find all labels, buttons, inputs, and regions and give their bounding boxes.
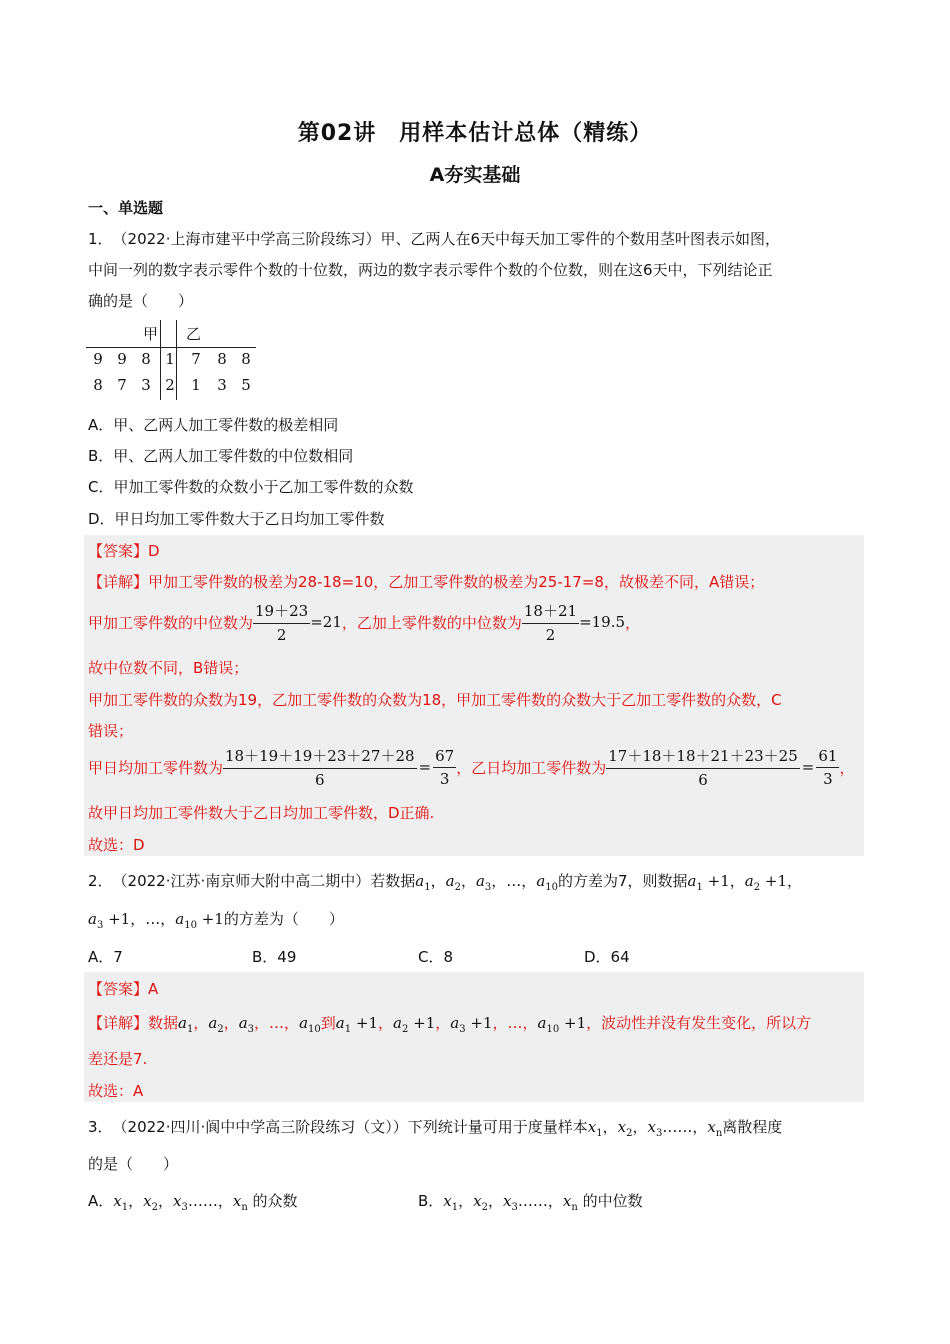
q2-option-a: A．7 [88, 948, 123, 966]
var-a10-plus-1: $a_{10} +1$ [537, 1014, 587, 1035]
stemleaf-cell: 8 [241, 350, 251, 368]
q1-detail-4: 甲加工零件数的众数为19，乙加工零件数的众数为18，甲加工零件数的众数大于乙加工零件数的众数，C [88, 691, 782, 709]
q1-detail-2-text-c: ， [625, 613, 641, 632]
var-a1-plus-1: $a_1 +1$ [335, 1014, 378, 1035]
var-x1: $x_1$ [587, 1118, 603, 1139]
stemleaf-stem: 2 [165, 376, 175, 394]
q3-option-b: B．$x_1$，$x_2$，$x_3\dots\dots$，$x_n$ 的中位数 [418, 1192, 643, 1213]
fraction-numerator: 18＋21 [522, 600, 579, 624]
fraction-denominator: 3 [439, 769, 450, 788]
q1-detail-6-text-b: ，乙日均加工零件数为 [456, 758, 607, 777]
fraction-numerator: 67 [433, 747, 456, 768]
q1-answer: 【答案】D [88, 542, 160, 560]
fraction-numerator: 19＋23 [253, 600, 310, 624]
q1-option-c: C．甲加工零件数的众数小于乙加工零件数的众数 [88, 478, 414, 496]
fraction-denominator: 2 [276, 626, 287, 644]
stemleaf-cell: 9 [117, 350, 127, 368]
var-a3-plus-1: $a_3 +1$ [88, 910, 131, 931]
var-xn: $x_n$ [562, 1192, 578, 1213]
stemleaf-right-header: 乙 [186, 324, 202, 343]
q3-stem-line-2: 的是（ ） [88, 1155, 179, 1173]
stemleaf-divider-right [176, 320, 177, 400]
stemleaf-cell: 3 [141, 376, 151, 394]
var-x3: $x_3$ [172, 1192, 188, 1213]
var-a10: $a_{10}$ [536, 872, 558, 893]
mean-result-yi [816, 747, 839, 788]
q2-stem-line-1: 2． （2022·江苏·南京师大附中高二期中）若数据$a_1$，$a_2$，$a_3$，…，$a_{10}$的方差为7，则数据$a_1 +1$，$a_2 +1$， [88, 872, 803, 893]
var-x2: $x_2$ [617, 1118, 633, 1139]
fraction-result: =19.5 [579, 613, 626, 631]
q1-option-b: B．甲、乙两人加工零件数的中位数相同 [88, 447, 354, 465]
var-a2-plus-1: $a_2 +1$ [393, 1014, 436, 1035]
var-a3: $a_3$ [475, 872, 492, 893]
var-x3: $x_3$ [647, 1118, 663, 1139]
section-heading: 一、单选题 [88, 199, 164, 217]
q2-stem-line-2: $a_3 +1$，…，$a_{10} +1$的方差为（ ） [88, 910, 344, 931]
var-a10: $a_{10}$ [299, 1014, 321, 1035]
var-xn: $x_n$ [707, 1118, 723, 1139]
q1-detail-6-text-c: ， [839, 758, 855, 777]
fraction-result: =21 [310, 613, 342, 631]
stemleaf-cell: 8 [217, 350, 227, 368]
median-fraction-yi [522, 600, 579, 644]
q2-answer-panel [84, 972, 864, 1102]
var-a1-plus-1: $a_1 +1$ [687, 872, 730, 893]
stemleaf-cell: 8 [141, 350, 151, 368]
q1-option-d: D．甲日均加工零件数大于乙日均加工零件数 [88, 510, 385, 528]
stemleaf-cell: 1 [191, 376, 201, 394]
fraction-denominator: 2 [545, 626, 556, 644]
q2-text-c: 的方差为7，则数据 [558, 872, 688, 890]
var-x2: $x_2$ [473, 1192, 488, 1213]
q1-stem-line-3: 确的是（ ） [88, 292, 194, 310]
q1-detail-3: 故中位数不同，B错误； [88, 659, 249, 677]
q2-choose: 故选：A [88, 1082, 144, 1100]
page-title: 第02讲 用样本估计总体（精练） [297, 121, 653, 146]
q1-option-a: A．甲、乙两人加工零件数的极差相同 [88, 416, 339, 434]
q1-detail-6 [88, 744, 854, 790]
var-a10-plus-1: $a_{10} +1$ [175, 910, 224, 931]
q1-choose: 故选：D [88, 836, 145, 854]
var-x2: $x_2$ [143, 1192, 158, 1213]
stemleaf-cell: 3 [217, 376, 227, 394]
equals-sign: = [418, 758, 432, 776]
stemleaf-cell: 7 [117, 376, 127, 394]
var-a2: $a_2$ [208, 1014, 224, 1035]
fraction-numerator: 61 [816, 747, 839, 768]
q2-option-b: B．49 [252, 948, 297, 966]
var-x3: $x_3$ [503, 1192, 518, 1213]
q2-option-d: D．64 [584, 948, 630, 966]
var-a3-plus-1: $a_3 +1$ [450, 1014, 493, 1035]
stemleaf-cell: 8 [93, 376, 103, 394]
var-x1: $x_1$ [443, 1192, 459, 1213]
stemleaf-divider-left [160, 320, 161, 400]
q2-option-c: C．8 [418, 948, 454, 966]
q1-detail-2 [88, 600, 640, 644]
q1-detail-7: 故甲日均加工零件数大于乙日均加工零件数，D正确. [88, 804, 435, 822]
q1-detail-6-text-a: 甲日均加工零件数为 [88, 758, 224, 777]
fraction-denominator: 6 [315, 771, 325, 789]
median-fraction-jia [253, 600, 310, 644]
equals-sign: = [801, 758, 815, 776]
stemleaf-cell: 7 [191, 350, 201, 368]
q2-detail-2: 差还是7. [88, 1050, 148, 1068]
q1-stem-line-1: 1． （2022·上海市建平中学高三阶段练习）甲、乙两人在6天中每天加工零件的个数用茎叶图表示如图， [88, 230, 781, 248]
stemleaf-left-header: 甲 [142, 324, 158, 343]
var-xn: $x_n$ [232, 1192, 248, 1213]
stem-leaf-plot [86, 320, 258, 398]
q3-option-a: A．$x_1$，$x_2$，$x_3\dots\dots$，$x_n$ 的众数 [88, 1192, 298, 1213]
stemleaf-cell: 9 [93, 350, 103, 368]
q2-text-a: 2． （2022·江苏·南京师大附中高二期中）若数据 [88, 872, 416, 890]
var-a3: $a_3$ [238, 1014, 255, 1035]
var-a1: $a_1$ [178, 1014, 194, 1035]
q1-detail-5: 错误； [88, 722, 134, 740]
fraction-numerator: 17＋18＋18＋21＋23＋25 [606, 745, 800, 769]
var-a2: $a_2$ [445, 872, 461, 893]
mean-fraction-jia [223, 745, 417, 789]
q1-detail-2-text-b: ，乙加上零件数的中位数为 [341, 613, 522, 632]
stemleaf-header-rule [86, 347, 256, 348]
var-a2-plus-1: $a_2 +1$ [744, 872, 788, 893]
q2-detail-1: 【详解】数据$a_1$，$a_2$，$a_3$，…，$a_{10}$到$a_1 +1$，$a_2 +1$，$a_3 +1$，…，$a_{10} +1$，波动性并没有发生变化，所以方 [88, 1014, 812, 1035]
page-subtitle: A夯实基础 [429, 164, 521, 186]
q3-stem-line-1: 3． （2022·四川·阆中中学高三阶段练习（文））下列统计量可用于度量样本$x_1$，$x_2$，$x_3\dots\dots$，$x_n$离散程度 [88, 1118, 783, 1139]
q2-answer: 【答案】A [88, 980, 159, 998]
q1-detail-2-text-a: 甲加工零件数的中位数为 [88, 613, 254, 632]
mean-result-jia [433, 747, 456, 788]
fraction-numerator: 18＋19＋19＋23＋27＋28 [223, 745, 417, 769]
fraction-denominator: 6 [698, 771, 708, 789]
stemleaf-stem: 1 [165, 350, 175, 368]
q1-detail-1: 【详解】甲加工零件数的极差为28-18=10，乙加工零件数的极差为25-17=8，故极差不同，A错误； [88, 573, 765, 591]
var-x1: $x_1$ [113, 1192, 129, 1213]
mean-fraction-yi [606, 745, 800, 789]
q1-stem-line-2: 中间一列的数字表示零件个数的十位数，两边的数字表示零件个数的个位数，则在这6天中，下列结论正 [88, 261, 773, 279]
fraction-denominator: 3 [823, 769, 833, 788]
var-a1: $a_1$ [415, 872, 431, 893]
stemleaf-cell: 5 [241, 376, 251, 394]
q2-text-d: 的方差为（ ） [223, 910, 344, 928]
